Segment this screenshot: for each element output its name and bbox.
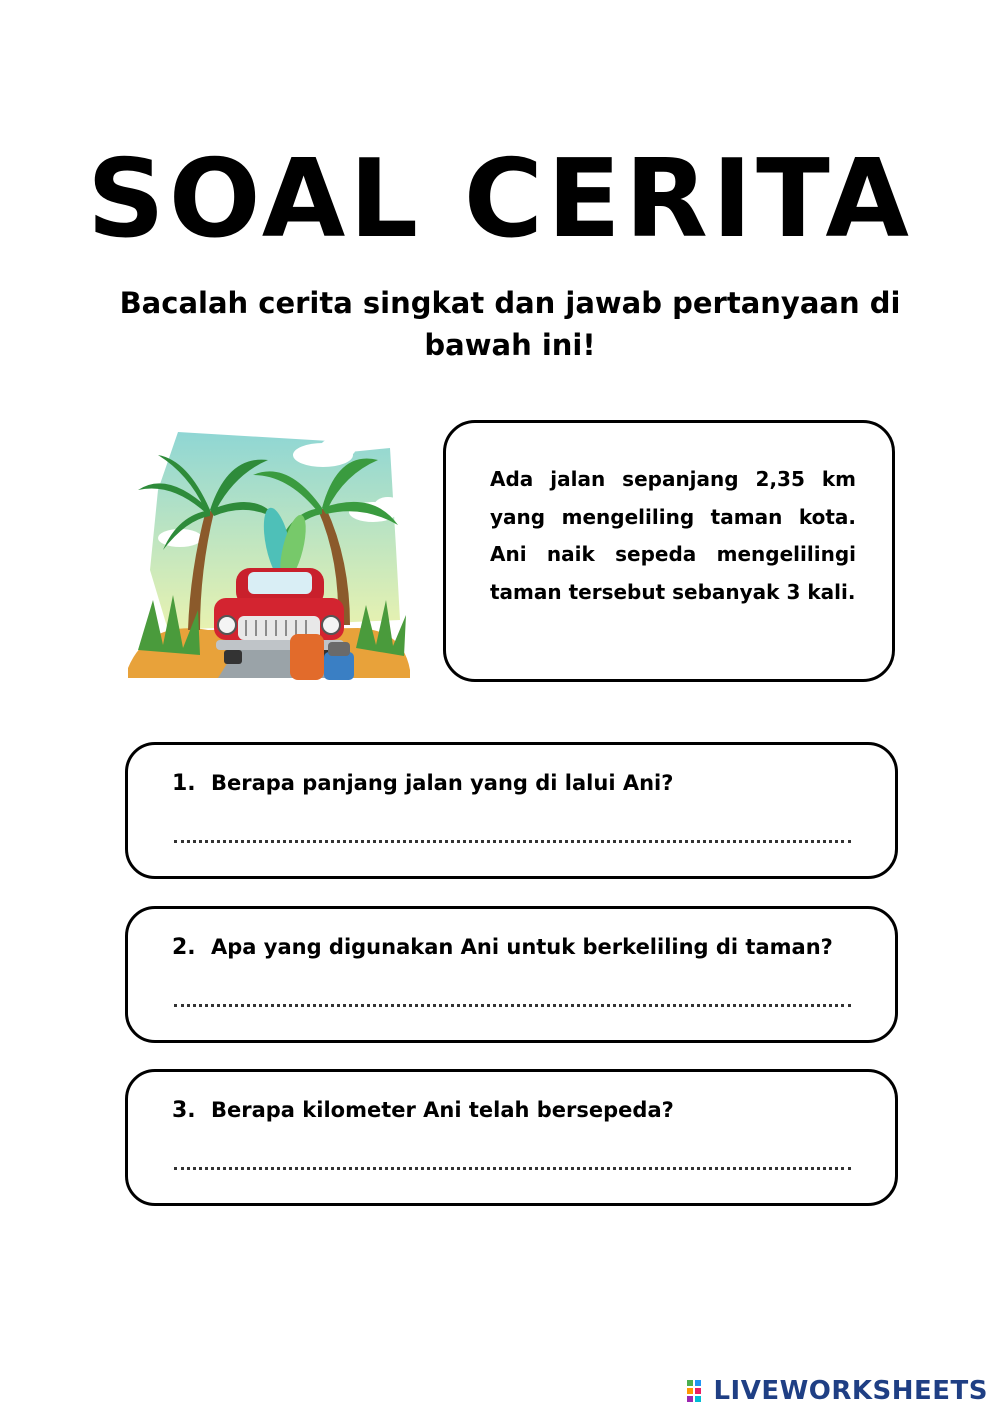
question-number: 3. [172, 1098, 196, 1123]
answer-line[interactable] [174, 840, 851, 843]
question-box-2 [125, 906, 898, 1043]
question-text: Apa yang digunakan Ani untuk berkeliling di taman? [211, 935, 833, 959]
question-text: Berapa kilometer Ani telah bersepeda? [211, 1098, 674, 1122]
brand-name: LIVEWORKSHEETS [713, 1376, 988, 1406]
car-beach-illustration [128, 420, 413, 692]
question-number: 2. [172, 935, 196, 960]
story-text: Ada jalan sepanjang 2,35 km yang mengeliling taman kota. Ani naik sepeda mengelilingi taman tersebut sebanyak 3 kali. [490, 467, 856, 604]
question-number: 1. [172, 771, 196, 796]
worksheet-title: SOAL CERITA [87, 137, 913, 262]
liveworksheets-icon [687, 1380, 709, 1402]
liveworksheets-logo [687, 1376, 988, 1406]
story-box [443, 420, 895, 682]
answer-line[interactable] [174, 1167, 851, 1170]
worksheet-instructions: Bacalah cerita singkat dan jawab pertanyaan di bawah ini! [119, 286, 901, 362]
question-box-3 [125, 1069, 898, 1206]
question-box-1 [125, 742, 898, 879]
question-text: Berapa panjang jalan yang di lalui Ani? [211, 771, 674, 795]
answer-line[interactable] [174, 1004, 851, 1007]
